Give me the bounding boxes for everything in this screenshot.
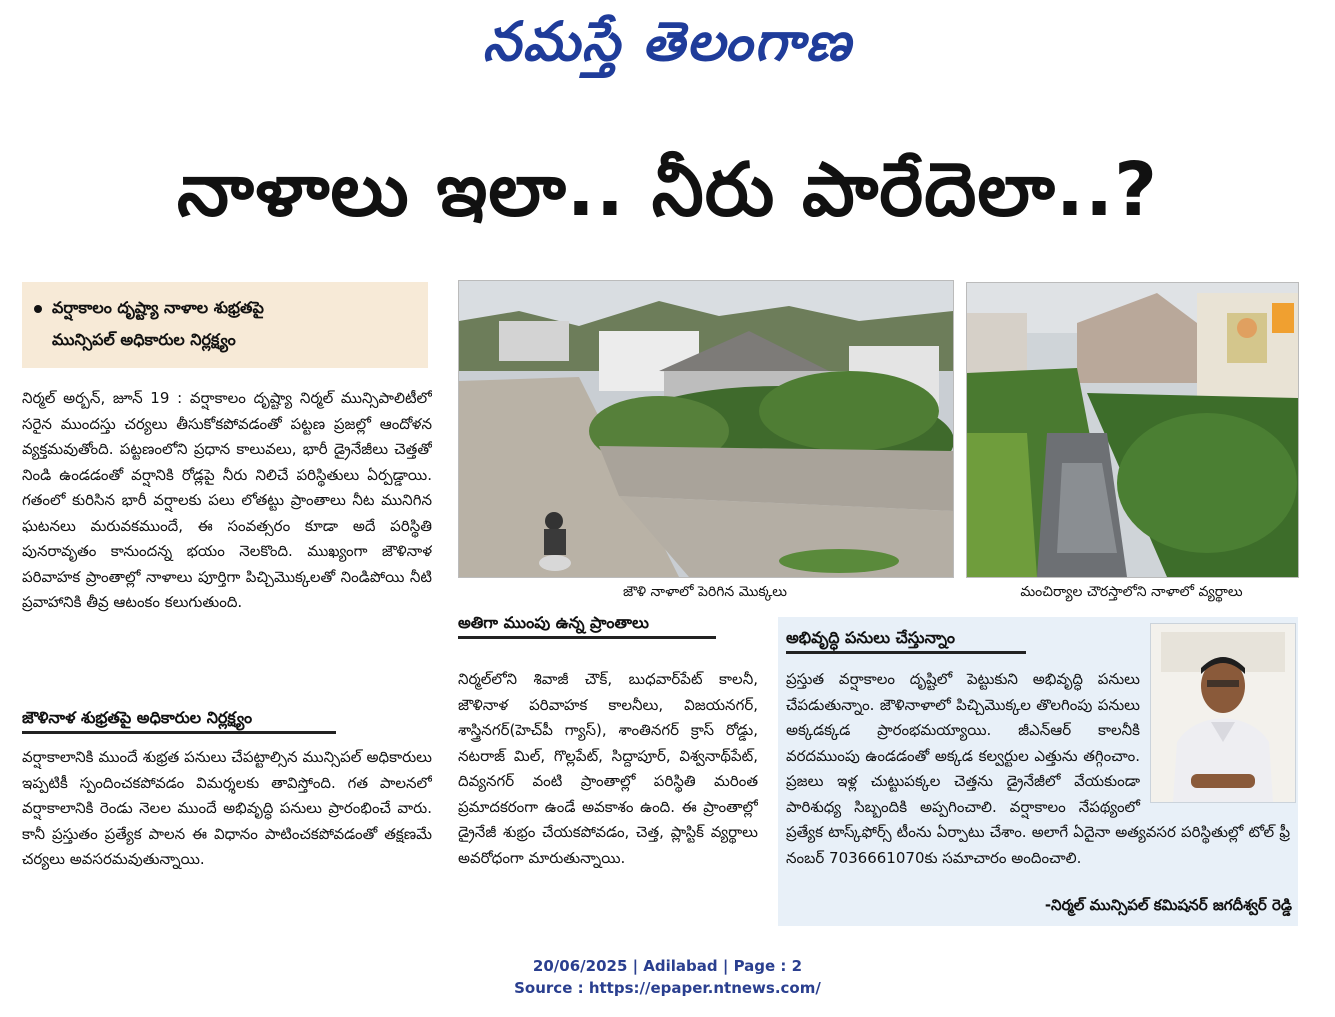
subheading-flood-prone-areas: అతిగా ముంపు ఉన్న ప్రాంతాలు bbox=[458, 610, 716, 639]
footer-date-edition: 20/06/2025 | Adilabad | Page : 2 bbox=[532, 957, 803, 975]
photo-jowli-nala bbox=[458, 280, 954, 578]
footer-source: Source : https://epaper.ntnews.com/ bbox=[514, 979, 821, 997]
sidebar-attribution: -నిర్మల్ మున్సిపల్ కమిషనర్ జగదీశ్వర్ రెడ్డి bbox=[1044, 896, 1292, 914]
photo-jowli-nala-image bbox=[459, 281, 953, 577]
article-paragraph-1: నిర్మల్ అర్బన్, జూన్ 19 : వర్షాకాలం దృష్ట్యా నిర్మల్ మున్సిపాలిటీలో సరైన ముందస్తు చర్యలు తీసుకోకపోవడంతో పట్టణ ప్రజల్లో ఆందోళన వ్యక్తమవుతోంది. పట్టణంలోని ప్రధాన కాలువలు, భారీ డ్రైనేజీలు చెత్తతో నిండి ఉండడంతో వర్షానికి రోడ్లపై నీరు నిలిచే పరిస్థితులు ఏర్పడ్డాయి. గతంలో కురిసిన భారీ వర్షాలకు పలు లోతట్టు ప్రాంతాలు నీట మునిగిన ఘటనలు మరువకముందే, ఈ సంవత్సరం కూడా అదే పరిస్థితి పునరావృతం కానుందన్న భయం నెలకొంది. ముఖ్యంగా జౌళినాళ పరివాహక ప్రాంతాల్లో నాళాలు పూర్తిగా పిచ్చిమొక్కలతో నిండిపోయి నీటి ప్రవాహానికి తీవ్ర ఆటంకం కలుగుతుంది. bbox=[22, 389, 432, 611]
article-paragraph-2: వర్షాకాలానికి ముందే శుభ్రత పనులు చేపట్టాల్సిన మున్సిపల్ అధికారులు ఇప్పటికీ స్పందించకపోవడం విమర్శలకు తావిస్తోంది. గత పాలనలో వర్షాకాలానికి రెండు నెలల ముందే అభివృద్ధి పనులు ప్రారంభించే వారు. కానీ ప్రస్తుతం ప్రత్యేక పాలన ఈ విధానం పాటించకపోవడంతో తక్షణమే చర్యలు అవసరమవుతున్నాయి. bbox=[22, 748, 432, 868]
subheading-jowlinala: జౌళినాళ శుభ్రతపై అధికారుల నిర్లక్ష్యం bbox=[22, 705, 336, 734]
sidebar-text: ప్రస్తుత వర్షాకాలం దృష్టిలో పెట్టుకుని అభివృద్ధి పనులు చేపడుతున్నాం. జౌళినాళాలో పిచ్చిమొక్కల తొలగింపు పనులు అక్కడక్కడ ప్రారంభమయ్యాయి. జీఎన్ఆర్ కాలనీకి వరదముంపు ఉండడంతో అక్కడ కల్వర్టుల ఎత్తును తగ్గించాం. ప్రజలు ఇళ్ల చుట్టుపక్కల చెత్తను డ్రైనేజీలో వేయకుండా పారిశుధ్య సిబ్బందికి అప్పగించాలి. వర్షాకాలం నేపథ్యంలో ప్రత్యేక టాస్క్‌ఫోర్స్ టీంను ఏర్పాటు చేశాం. అలాగే ఏదైనా అత్యవసర పరిస్థితుల్లో టోల్ ఫ్రీ నంబర్ 7036661070కు సమాచారం అందించాలి. bbox=[786, 670, 1290, 867]
article-headline: నాళాలు ఇలా.. నీరు పారేదెలా..? bbox=[176, 147, 1159, 233]
bullet-icon bbox=[34, 305, 42, 313]
summary-box bbox=[22, 282, 428, 368]
sidebar-heading: అభివృద్ధి పనులు చేస్తున్నాం bbox=[786, 625, 1026, 654]
commissioner-quote-box bbox=[778, 617, 1298, 926]
photo-caption-1: జౌళి నాళాలో పెరిగిన మొక్కలు bbox=[622, 584, 788, 600]
summary-line-1: వర్షాకాలం దృష్ట్యా నాళాల శుభ్రతపై bbox=[34, 292, 416, 324]
photo-caption-2: మంచిర్యాల చౌరస్తాలోని నాళాలో వ్యర్థాలు bbox=[1020, 584, 1243, 600]
photo-mancherial-chowrasta-image bbox=[967, 283, 1298, 577]
summary-line-2: మున్సిపల్ అధికారుల నిర్లక్ష్యం bbox=[52, 330, 236, 349]
newspaper-masthead: నమస్తే తెలంగాణ bbox=[482, 9, 853, 73]
photo-mancherial-chowrasta bbox=[966, 282, 1299, 578]
article-paragraph-3: నిర్మల్‌లోని శివాజీ చౌక్, బుధవార్‌పేట్ కాలనీ, జౌళినాళ పరివాహక కాలనీలు, విజయనగర్, శాస్త్రినగర్(హెచ్‌పీ గ్యాస్), శాంతినగర్ క్రాస్ రోడ్డు, నటరాజ్ మిల్, గొల్లపేట్, సిద్దాపూర్, విశ్వనాథ్‌పేట్, దివ్యనగర్ వంటి ప్రాంతాల్లో పరిస్థితి మరింత ప్రమాదకరంగా ఉండే అవకాశం ఉంది. ఈ ప్రాంతాల్లో డ్రైనేజీ శుభ్రం చేయకపోవడం, చెత్త, ప్లాస్టిక్ వ్యర్థాలు అవరోధంగా మారుతున్నాయి. bbox=[458, 670, 758, 867]
